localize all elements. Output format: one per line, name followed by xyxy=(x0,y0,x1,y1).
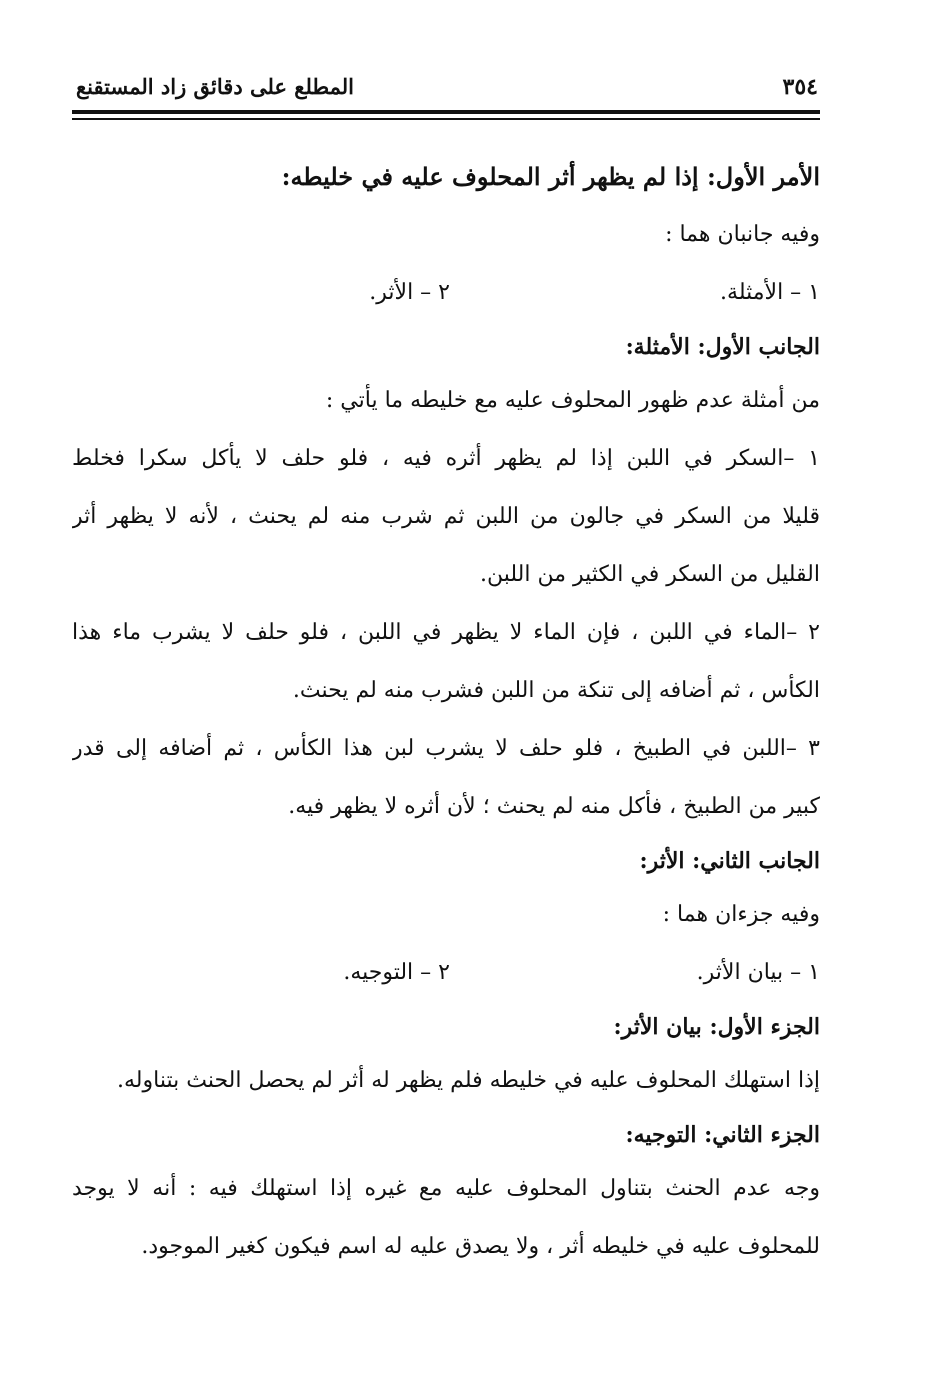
paragraph: وفيه جزءان هما : xyxy=(662,902,820,927)
page-header xyxy=(72,70,820,110)
header-rule-thick xyxy=(72,110,820,114)
list-item: ٢ – التوجيه. xyxy=(343,960,450,985)
header-rule-thin xyxy=(72,118,820,120)
list-item: ١ – الأمثلة. xyxy=(720,280,820,305)
paragraph: وفيه جانبان هما : xyxy=(665,222,820,247)
list-row xyxy=(72,944,820,1002)
main-heading: الأمر الأول: إذا لم يظهر أثر المحلوف عليه في خليطه: xyxy=(281,162,820,191)
paragraph-line: كبير من الطبيخ ، فأكل منه لم يحنث ؛ لأن أثره لا يظهر فيه. xyxy=(288,794,820,819)
paragraph-line: وجه عدم الحنث بتناول المحلوف عليه مع غيره إذا استهلك فيه : أنه لا يوجد xyxy=(72,1176,820,1201)
paragraph-line: القليل من السكر في الكثير من اللبن. xyxy=(480,562,820,587)
book-title: المطلع على دقائق زاد المستقنع xyxy=(76,74,355,99)
paragraph-line: ٢ –الماء في اللبن ، فإن الماء لا يظهر في اللبن ، فلو حلف لا يشرب ماء هذا xyxy=(72,620,820,645)
paragraph-line: للمحلوف عليه في خليطه أثر ، ولا يصدق عليه له اسم فيكون كغير الموجود. xyxy=(141,1234,820,1259)
section-heading: الجانب الأول: الأمثلة: xyxy=(625,334,820,360)
paragraph-line: قليلا من السكر في جالون من اللبن ثم شرب منه لم يحنث ، لأنه لا يظهر أثر xyxy=(72,504,820,529)
page-number: ٣٥٤ xyxy=(782,74,818,100)
list-item: ٢ – الأثر. xyxy=(369,280,450,305)
section-heading: الجزء الثاني: التوجيه: xyxy=(625,1122,820,1148)
page-body xyxy=(72,148,820,1276)
paragraph: إذا استهلك المحلوف عليه في خليطه فلم يظهر له أثر لم يحصل الحنث بتناوله. xyxy=(117,1068,820,1093)
list-item: ١ – بيان الأثر. xyxy=(696,960,820,985)
section-heading: الجانب الثاني: الأثر: xyxy=(639,848,820,874)
list-row xyxy=(72,264,820,322)
paragraph: من أمثلة عدم ظهور المحلوف عليه مع خليطه ما يأتي : xyxy=(325,388,820,413)
paragraph-line: ١ –السكر في اللبن إذا لم يظهر أثره فيه ، فلو حلف لا يأكل سكرا فخلط xyxy=(72,446,820,471)
paragraph-line: ٣ –اللبن في الطبيخ ، فلو حلف لا يشرب لبن هذا الكأس ، ثم أضافه إلى قدر xyxy=(72,736,820,761)
section-heading: الجزء الأول: بيان الأثر: xyxy=(613,1014,820,1040)
page xyxy=(72,70,820,1330)
paragraph-line: الكأس ، ثم أضافه إلى تنكة من اللبن فشرب منه لم يحنث. xyxy=(292,678,820,703)
